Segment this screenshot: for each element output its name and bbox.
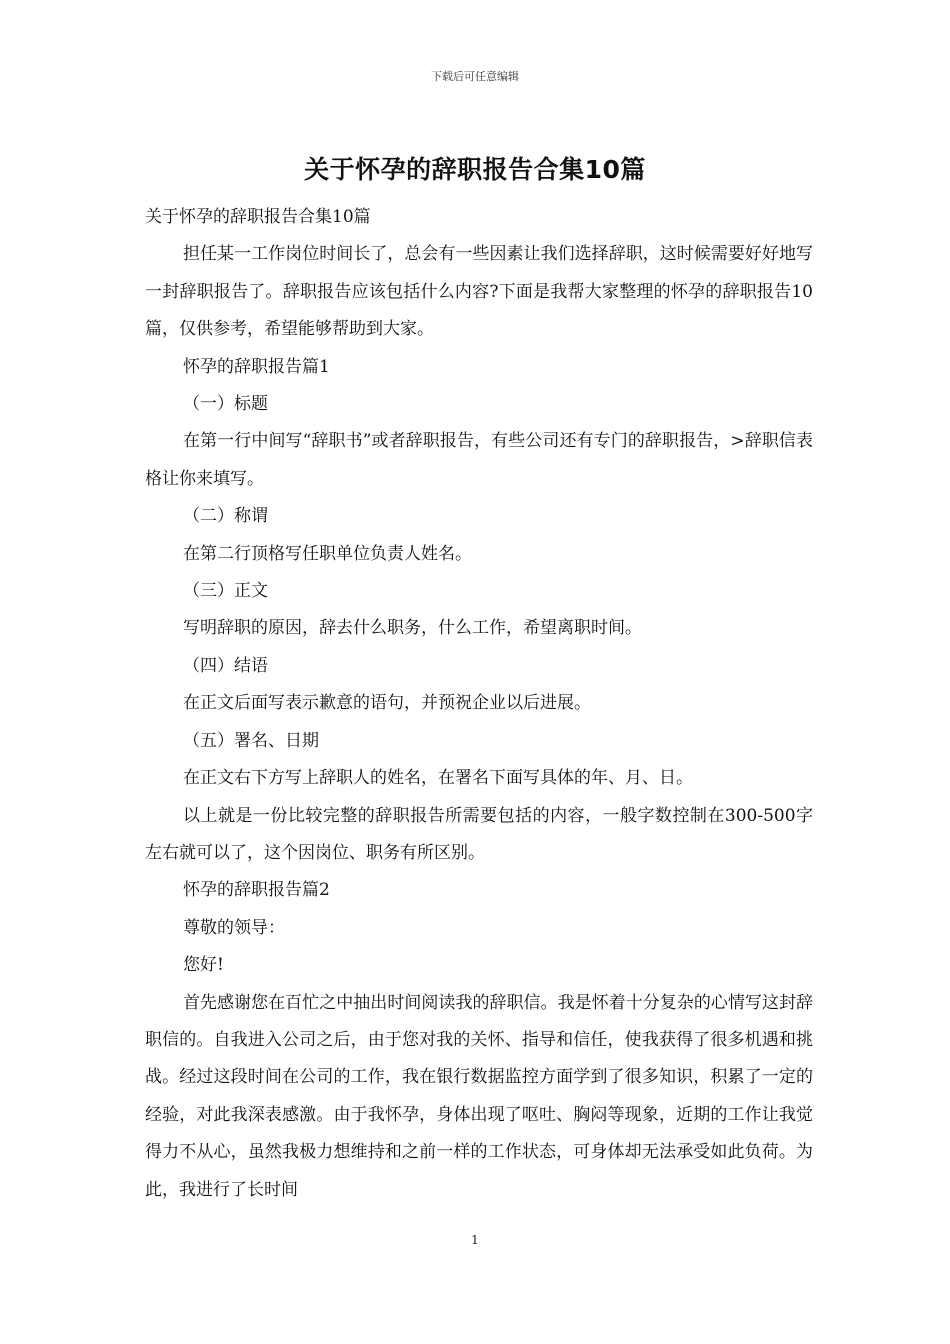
page-header: 下载后可任意编辑	[431, 70, 519, 83]
page-number: 1	[471, 1233, 479, 1247]
letter-greeting: 您好!	[183, 955, 224, 976]
body-paragraph: 以上就是一份比较完整的辞职报告所需要包括的内容，一般字数控制在300-500字左右就可以了，这个因岗位、职务有所区别。	[145, 805, 813, 863]
item-heading-title: （一）标题	[183, 394, 268, 415]
item-heading-salutation: （二）称谓	[183, 506, 268, 527]
intro-paragraph: 担任某一工作岗位时间长了，总会有一些因素让我们选择辞职，这时候需要好好地写一封辞职报告了。辞职报告应该包括什么内容?下面是我帮大家整理的怀孕的辞职报告10篇，仅供参考，希望能够帮助到大家。	[145, 244, 813, 340]
body-paragraph: 首先感谢您在百忙之中抽出时间阅读我的辞职信。我是怀着十分复杂的心情写这封辞职信的。自我进入公司之后，由于您对我的关怀、指导和信任，使我获得了很多机遇和挑战。经过这段时间在公司的工作，我在银行数据监控方面学到了很多知识，积累了一定的经验，对此我深表感激。由于我怀孕，身体出现了呕吐、胸闷等现象，近期的工作让我觉得力不从心，虽然我极力想维持和之前一样的工作状态，可身体却无法承受如此负荷。为此，我进行了长时间	[145, 992, 813, 1200]
subtitle-paragraph: 关于怀孕的辞职报告合集10篇	[145, 207, 371, 227]
body-paragraph: 在第二行顶格写任职单位负责人姓名。	[183, 543, 472, 564]
item-heading-closing: （四）结语	[183, 655, 268, 676]
section-heading-1: 怀孕的辞职报告篇1	[183, 356, 330, 377]
letter-salutation: 尊敬的领导：	[183, 917, 285, 938]
body-paragraph: 在正文右下方写上辞职人的姓名，在署名下面写具体的年、月、日。	[183, 768, 693, 789]
body-paragraph: 在正文后面写表示歉意的语句，并预祝企业以后进展。	[183, 693, 591, 714]
item-heading-signature-date: （五）署名、日期	[183, 730, 319, 751]
body-paragraph: 在第一行中间写“辞职书”或者辞职报告，有些公司还有专门的辞职报告，>辞职信表格让你来填写。	[145, 431, 813, 489]
document-body	[145, 199, 813, 1209]
document-title: 关于怀孕的辞职报告合集10篇	[304, 155, 646, 184]
section-heading-2: 怀孕的辞职报告篇2	[183, 880, 330, 901]
item-heading-main-text: （三）正文	[183, 581, 268, 602]
body-paragraph: 写明辞职的原因，辞去什么职务，什么工作，希望离职时间。	[183, 618, 642, 639]
